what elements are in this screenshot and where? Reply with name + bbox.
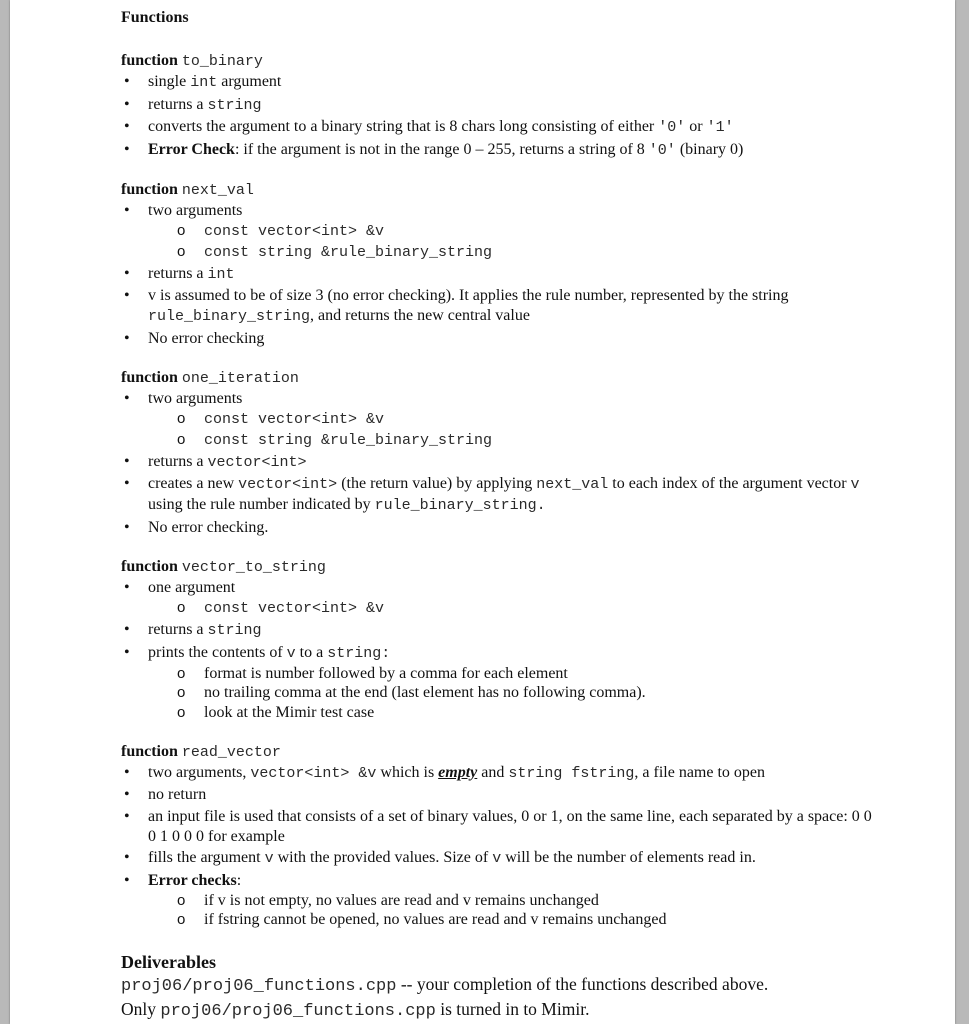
deliverables-title: Deliverables (121, 952, 216, 972)
sub-list-item: o format is number followed by a comma for each element (148, 664, 881, 684)
next-val-list (121, 201, 881, 349)
list-item: • two arguments, vector<int> &v which is empty and string fstring, a file name to open (121, 763, 881, 784)
function-heading-read-vector: function read_vector (121, 742, 281, 761)
sub-list-item: o const string &rule_binary_string (148, 430, 881, 451)
vector-to-string-list (121, 578, 881, 722)
sub-list-item: o const string &rule_binary_string (148, 242, 881, 263)
list-item: • returns a vector<int> (121, 452, 881, 473)
sub-list-item: o if fstring cannot be opened, no values are read and v remains unchanged (148, 910, 881, 930)
read-vector-list (121, 763, 881, 930)
sub-list-item: o if v is not empty, no values are read and v remains unchanged (148, 891, 881, 911)
sub-list-item: o no trailing comma at the end (last element has no following comma). (148, 683, 881, 703)
list-item: • v is assumed to be of size 3 (no error checking). It applies the rule number, represented by the string rule_binary_string, and returns the new central value (121, 286, 881, 327)
document-content (121, 6, 881, 1023)
section-title: Functions (121, 9, 189, 26)
list-item: • prints the contents of v to a string: o format is number followed by a comma for each element o no trailing comma at the end (last element has no following comma). o look at the Mimir test case (121, 643, 881, 723)
function-heading-next-val: function next_val (121, 181, 254, 199)
deliverables-line-2: Only proj06/proj06_functions.cpp is turned in to Mimir. (121, 999, 590, 1021)
list-item: • converts the argument to a binary string that is 8 chars long consisting of either '0' or '1' (121, 117, 881, 138)
list-item: • returns a int (121, 264, 881, 285)
list-item: • Error checks: o if v is not empty, no values are read and v remains unchanged o if fstring cannot be opened, no values are read and v remains unchanged (121, 871, 881, 930)
list-item: • fills the argument v with the provided values. Size of v will be the number of elements read in. (121, 848, 881, 869)
sub-list-item: o const vector<int> &v (148, 221, 881, 242)
list-item: • two arguments o const vector<int> &v o const string &rule_binary_string (121, 201, 881, 262)
list-item: • No error checking (121, 329, 881, 349)
one-iteration-list (121, 389, 881, 538)
deliverables-line-1: proj06/proj06_functions.cpp -- your completion of the functions described above. (121, 974, 769, 996)
list-item: • one argument o const vector<int> &v (121, 578, 881, 619)
document-page (10, 0, 955, 1024)
list-item: • single int argument (121, 72, 881, 93)
list-item: • No error checking. (121, 518, 881, 538)
function-heading-vector-to-string: function vector_to_string (121, 558, 326, 576)
sub-list-item: o const vector<int> &v (148, 409, 881, 430)
list-item: • creates a new vector<int> (the return value) by applying next_val to each index of the argument vector v using the rule number indicated by rule_binary_string. (121, 474, 881, 516)
list-item: • returns a string (121, 620, 881, 641)
function-heading-to-binary: function to_binary (121, 52, 263, 70)
list-item: • Error Check: if the argument is not in the range 0 – 255, returns a string of 8 '0' (binary 0) (121, 140, 881, 161)
list-item: • no return (121, 785, 881, 805)
list-item: • an input file is used that consists of a set of binary values, 0 or 1, on the same line, each separated by a space: 0 0 0 1 0 0 0 for example (121, 807, 881, 847)
list-item: • two arguments o const vector<int> &v o const string &rule_binary_string (121, 389, 881, 450)
sub-list-item: o const vector<int> &v (148, 598, 881, 619)
function-heading-one-iteration: function one_iteration (121, 369, 299, 387)
to-binary-list (121, 72, 881, 161)
list-item: • returns a string (121, 95, 881, 116)
sub-list-item: o look at the Mimir test case (148, 703, 881, 723)
